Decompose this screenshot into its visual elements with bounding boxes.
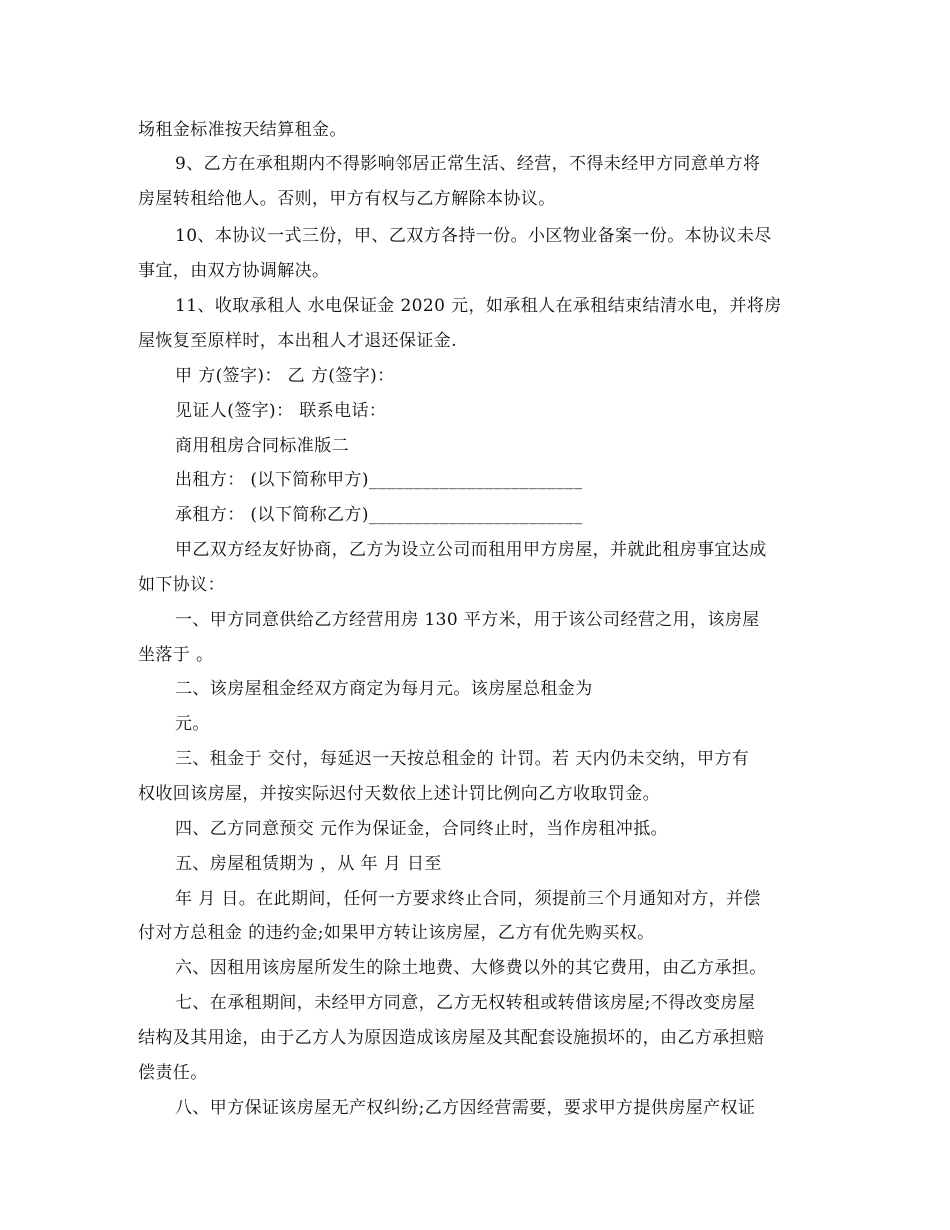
paragraph-line: 场租金标准按天结算租金。 [138,120,347,140]
paragraph-line: 付对方总租金 的违约金;如果甲方转让该房屋，乙方有优先购买权。 [138,923,655,943]
signature-line: 甲 方(签字)： 乙 方(签字)： [175,366,395,386]
paragraph-line: 如下协议： [138,575,225,595]
article-3-line: 三、租金于 交付，每延迟一天按总租金的 计罚。若 天内仍未交纳，甲方有 [175,749,750,769]
lessor-line: 出租方： (以下简称甲方)________________________ [175,470,583,490]
preamble-line: 甲乙双方经友好协商，乙方为设立公司而租用甲方房屋，并就此租房事宜达成 [175,540,767,560]
clause-9-line: 9、乙方在承租期内不得影响邻居正常生活、经营，不得未经甲方同意单方将 [175,154,761,174]
article-4-line: 四、乙方同意预交 元作为保证金，合同终止时，当作房租冲抵。 [175,819,669,839]
paragraph-line: 坐落于 。 [138,645,214,665]
paragraph-line: 房屋转租给他人。否则，甲方有权与乙方解除本协议。 [138,189,556,209]
paragraph-line: 结构及其用途，由于乙方人为原因造成该房屋及其配套设施损坏的，由乙方承担赔 [138,1028,765,1048]
contract-title: 商用租房合同标准版二 [175,436,349,456]
witness-line: 见证人(签字)： 联系电话： [175,401,387,421]
article-2-line: 二、该房屋租金经双方商定为每月元。该房屋总租金为 [175,679,593,699]
paragraph-line: 元。 [175,714,210,734]
article-7-line: 七、在承租期间，未经甲方同意，乙方无权转租或转借该房屋;不得改变房屋 [175,993,756,1013]
clause-11-line: 11、收取承租人 水电保证金 2020 元，如承租人在承租结束结清水电，并将房 [175,296,782,316]
article-5-line: 五、房屋租赁期为 ，从 年 月 日至 [175,854,442,874]
article-6-line: 六、因租用该房屋所发生的除土地费、大修费以外的其它费用，由乙方承担。 [175,958,767,978]
paragraph-line: 屋恢复至原样时，本出租人才退还保证金. [138,331,458,351]
paragraph-line: 事宜，由双方协调解决。 [138,261,330,281]
article-1-line: 一、甲方同意供给乙方经营用房 130 平方米，用于该公司经营之用，该房屋 [175,610,760,630]
paragraph-line: 年 月 日。在此期间，任何一方要求终止合同，须提前三个月通知对方，并偿 [175,889,761,909]
article-8-line: 八、甲方保证该房屋无产权纠纷;乙方因经营需要，要求甲方提供房屋产权证 [175,1098,756,1118]
paragraph-line: 权收回该房屋，并按实际迟付天数依上述计罚比例向乙方收取罚金。 [138,784,660,804]
clause-10-line: 10、本协议一式三份，甲、乙双方各持一份。小区物业备案一份。本协议未尽 [175,226,772,246]
lessee-line: 承租方： (以下简称乙方)________________________ [175,505,583,525]
paragraph-line: 偿责任。 [138,1063,208,1083]
